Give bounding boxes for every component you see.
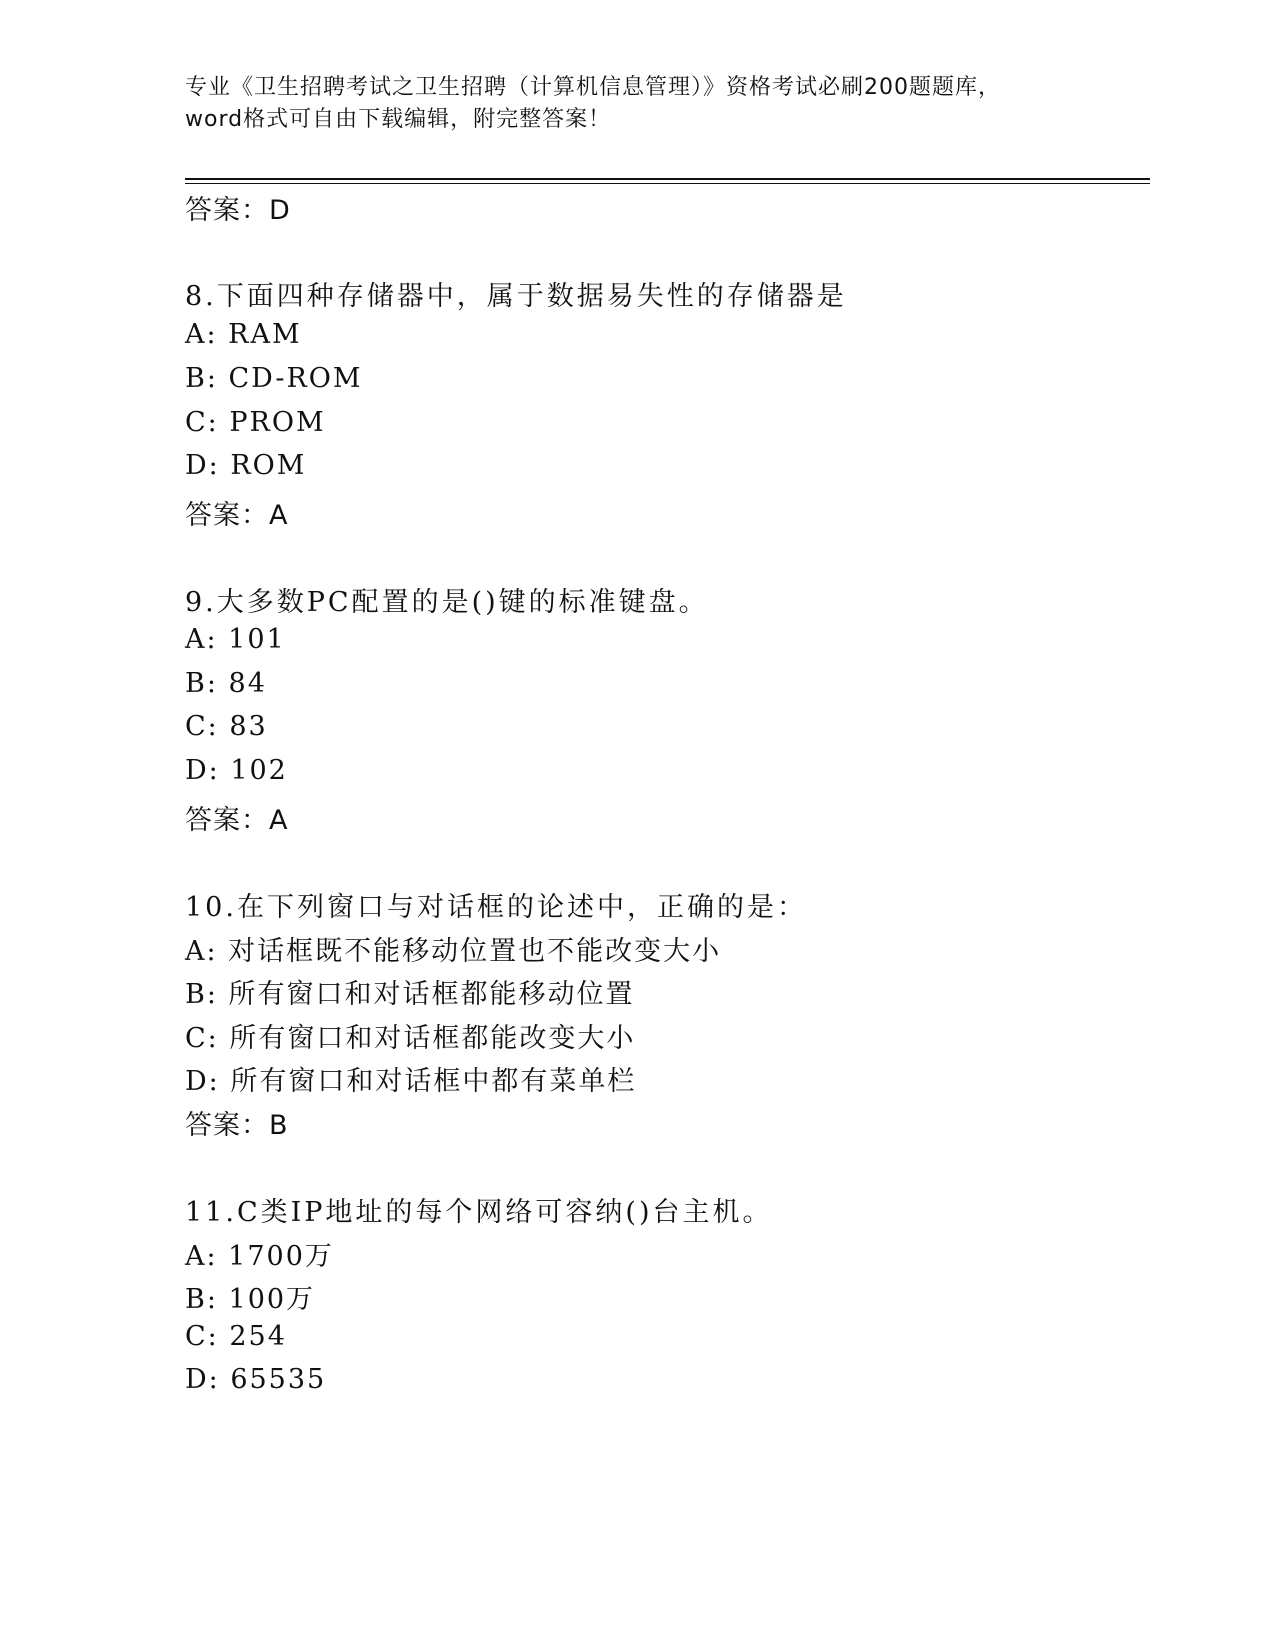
question-8-stem: 8.下面四种存储器中，属于数据易失性的存储器是 [185, 281, 847, 312]
question-9-answer: 答案：A [185, 805, 289, 836]
question-11-option-a: A: 1700万 [185, 1241, 334, 1272]
question-10-option-b: B: 所有窗口和对话框都能移动位置 [185, 979, 635, 1010]
question-8-option-d: D: ROM [185, 450, 307, 481]
question-10-answer: 答案：B [185, 1110, 289, 1141]
question-10-option-a: A: 对话框既不能移动位置也不能改变大小 [185, 936, 722, 967]
question-11-option-b: B: 100万 [185, 1284, 316, 1315]
question-9-option-d: D: 102 [185, 755, 288, 786]
question-10-option-d: D: 所有窗口和对话框中都有菜单栏 [185, 1066, 637, 1097]
document-header [185, 72, 1065, 136]
header-divider [185, 178, 1150, 180]
question-11-stem: 11.C类IP地址的每个网络可容纳()台主机。 [185, 1197, 773, 1228]
question-11-option-c: C: 254 [185, 1321, 287, 1352]
question-9-option-a: A: 101 [185, 624, 286, 655]
question-8-option-c: C: PROM [185, 407, 326, 438]
question-8-option-b: B: CD-ROM [185, 363, 363, 394]
question-8-option-a: A: RAM [185, 319, 302, 350]
question-8-answer: 答案：A [185, 500, 289, 531]
question-9-option-c: C: 83 [185, 711, 268, 742]
question-10-option-c: C: 所有窗口和对话框都能改变大小 [185, 1023, 636, 1054]
question-9-stem: 9.大多数PC配置的是()键的标准键盘。 [185, 587, 709, 618]
header-divider-thin [185, 183, 1150, 184]
header-line-1: 专业《卫生招聘考试之卫生招聘（计算机信息管理）》资格考试必刷200题题库， [185, 75, 1001, 100]
question-9-option-b: B: 84 [185, 668, 267, 699]
question-10-stem: 10.在下列窗口与对话框的论述中，正确的是： [185, 892, 807, 923]
header-line-2: word格式可自由下载编辑，附完整答案！ [185, 107, 612, 132]
previous-answer: 答案：D [185, 195, 291, 226]
question-11-option-d: D: 65535 [185, 1364, 327, 1395]
